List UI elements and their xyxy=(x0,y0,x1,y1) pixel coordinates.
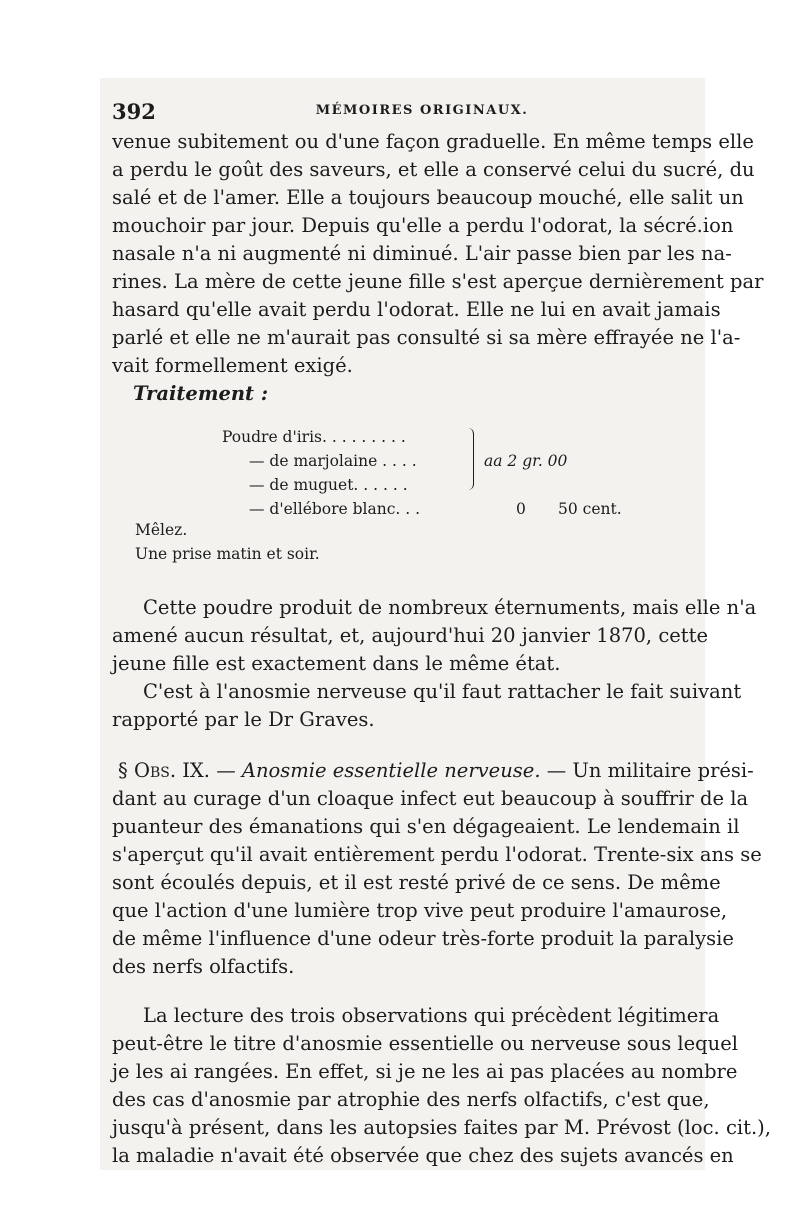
paragraph4-line: La lecture des trois observations qui précèdent légitimera xyxy=(143,1004,720,1027)
paragraph1-line: vait formellement exigé. xyxy=(112,354,353,377)
observation-line: dant au curage d'un cloaque infect eut beaucoup à souffrir de la xyxy=(112,787,749,810)
paragraph4-line: jusqu'à présent, dans les autopsies faites par M. Prévost (loc. cit.), xyxy=(112,1116,771,1139)
observation-label: Obs. IX. xyxy=(133,759,210,782)
paragraph1-line: hasard qu'elle avait perdu l'odorat. Elle ne lui en avait jamais xyxy=(112,298,721,321)
paragraph1-line: nasale n'a ni augmenté ni diminué. L'air passe bien par les na- xyxy=(112,242,732,265)
paragraph1-line: rines. La mère de cette jeune fille s'est aperçue dernièrement par xyxy=(112,270,764,293)
observation-first-line-rest: — Un militaire prési- xyxy=(546,759,754,782)
traitement-heading: Traitement : xyxy=(133,382,269,405)
prescription-dose-cents: 50 cent. xyxy=(558,500,622,518)
paragraph1-line: parlé et elle ne m'aurait pas consulté si sa mère effrayée ne l'a- xyxy=(112,326,741,349)
observation-line: s'aperçut qu'il avait entièrement perdu l'odorat. Trente-six ans se xyxy=(112,843,762,866)
page-number: 392 xyxy=(112,99,156,124)
prescription-posologie: Une prise matin et soir. xyxy=(135,545,320,563)
prescription-dose: aa 2 gr. 00 xyxy=(484,452,568,470)
observation-line: que l'action d'une lumière trop vive peut produire l'amaurose, xyxy=(112,899,728,922)
paragraph1-line: a perdu le goût des saveurs, et elle a conservé celui du sucré, du xyxy=(112,158,755,181)
observation-title: Anosmie essentielle nerveuse. xyxy=(241,759,541,782)
paragraph3-line: C'est à l'anosmie nerveuse qu'il faut rattacher le fait suivant xyxy=(143,680,742,703)
paragraph2-line: amené aucun résultat, et, aujourd'hui 20 janvier 1870, cette xyxy=(112,624,709,647)
paragraph1-line: salé et de l'amer. Elle a toujours beaucoup mouché, elle salit un xyxy=(112,186,744,209)
paragraph4-line: la maladie n'avait été observée que chez des sujets avancés en xyxy=(112,1144,734,1167)
running-title: MÉMOIRES ORIGINAUX. xyxy=(315,103,529,118)
prescription-item: — de marjolaine . . . . xyxy=(249,452,417,470)
paragraph1-line: mouchoir par jour. Depuis qu'elle a perdu l'odorat, la sécré.ion xyxy=(112,214,734,237)
paragraph4-line: des cas d'anosmie par atrophie des nerfs olfactifs, c'est que, xyxy=(112,1088,710,1111)
paragraph3-line: rapporté par le Dr Graves. xyxy=(112,708,375,731)
brace-icon xyxy=(468,428,474,490)
observation-line: sont écoulés depuis, et il est resté privé de ce sens. De même xyxy=(112,871,721,894)
paragraph1-line: venue subitement ou d'une façon graduelle. En même temps elle xyxy=(112,130,754,153)
paragraph4-line: je les ai rangées. En effet, si je ne les ai pas placées au nombre xyxy=(112,1060,738,1083)
paragraph2-line: jeune fille est exactement dans le même état. xyxy=(112,652,561,675)
prescription-item: — d'ellébore blanc. . . xyxy=(249,500,421,518)
prescription-item: — de muguet. . . . . . xyxy=(249,476,408,494)
paragraph2-line: Cette poudre produit de nombreux éternuments, mais elle n'a xyxy=(143,596,757,619)
prescription-dose-units: 0 xyxy=(516,500,526,518)
observation-heading-line xyxy=(118,757,754,785)
observation-line: de même l'influence d'une odeur très-forte produit la paralysie xyxy=(112,927,734,950)
prescription-item: Poudre d'iris. . . . . . . . . xyxy=(222,428,406,446)
page-header xyxy=(112,99,692,125)
section-mark-icon: § xyxy=(118,759,128,782)
prescription-melez: Mêlez. xyxy=(135,521,188,539)
observation-line: puanteur des émanations qui s'en dégageaient. Le lendemain il xyxy=(112,815,740,838)
observation-line: des nerfs olfactifs. xyxy=(112,955,295,978)
paragraph4-line: peut-être le titre d'anosmie essentielle ou nerveuse sous lequel xyxy=(112,1032,738,1055)
observation-dash: — xyxy=(216,759,236,782)
